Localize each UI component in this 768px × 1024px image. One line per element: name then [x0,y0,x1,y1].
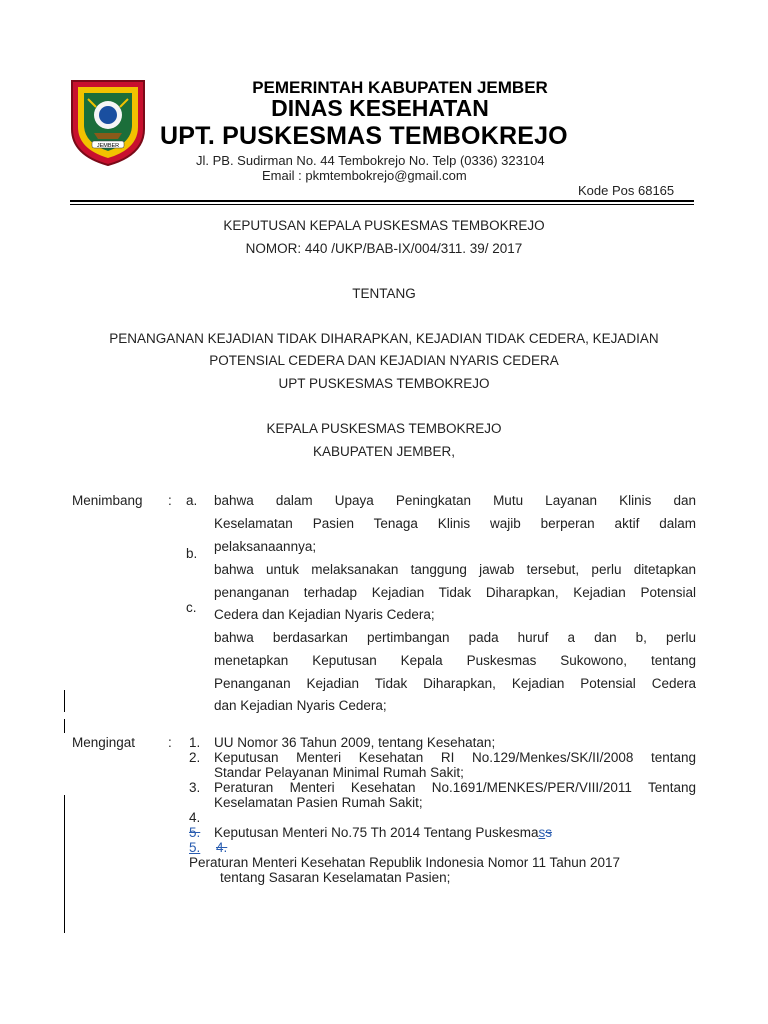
header-address: Jl. PB. Sudirman No. 44 Tembokrejo No. Telp (0336) 323104 [196,153,545,168]
logo-text: JEMBER [96,143,120,149]
revision-bar [64,690,65,712]
mengingat-item-number: 1. [189,735,201,750]
decree-head-line-1: KEPALA PUSKESMAS TEMBOKREJO [266,421,502,436]
mengingat-item-number: 2. [189,750,201,765]
menimbang-label: Menimbang [72,493,143,508]
header-rule-thin [70,204,694,205]
header-government: PEMERINTAH KABUPATEN JEMBER [252,78,548,97]
mengingat-item-5-main: Keputusan Menteri No.75 Th 2014 Tentang Puskesma [214,825,539,840]
mengingat-item-5-text [214,825,552,840]
decree-subject-line-1: PENANGANAN KEJADIAN TIDAK DIHARAPKAN, KEJADIAN TIDAK CEDERA, KEJADIAN [109,331,659,346]
menimbang-marker-a: a. [186,493,198,508]
mengingat-item-number-inserted: 5. [189,840,201,855]
mengingat-item-text: Standar Pelayanan Minimal Rumah Sakit; [214,765,464,780]
decree-number: NOMOR: 440 /UKP/BAB-IX/004/311. 39/ 2017 [245,241,523,256]
mengingat-item-text: Keselamatan Pasien Rumah Sakit; [214,795,423,810]
decree-subject-line-2: POTENSIAL CEDERA DAN KEJADIAN NYARIS CEDERA [209,353,559,368]
decree-title: KEPUTUSAN KEPALA PUSKESMAS TEMBOKREJO [223,218,545,233]
mengingat-last-line-2: tentang Sasaran Keselamatan Pasien; [220,870,451,885]
menimbang-line: dan Kejadian Nyaris Cedera; [214,698,387,713]
decree-about: TENTANG [352,286,416,301]
mengingat-item-number-deleted: 5. [189,825,201,840]
decree-subject-line-3: UPT PUSKESMAS TEMBOKREJO [278,376,490,391]
menimbang-line: Penanganan Kejadian Tidak Diharapkan, Kejadian Potensial Cedera [214,676,696,691]
revision-bar [64,719,65,733]
header-institution: UPT. PUSKESMAS TEMBOKREJO [160,122,568,150]
decree-head-line-2: KABUPATEN JEMBER, [312,444,456,459]
menimbang-marker-c: c. [186,600,197,615]
menimbang-line: Keselamatan Pasien Tenaga Klinis wajib berperan aktif dalam [214,516,696,531]
menimbang-line: penanganan terhadap Kejadian Tidak Diharapkan, Kejadian Potensial [214,585,696,600]
menimbang-line: pelaksanaannya; [214,539,317,554]
menimbang-line: Cedera dan Kejadian Nyaris Cedera; [214,607,435,622]
mengingat-item-number: 4. [189,810,201,825]
revision-bar [64,795,65,933]
mengingat-label: Mengingat [72,735,136,750]
inserted-char: s [538,825,546,840]
header-email: Email : pkmtembokrejo@gmail.com [262,168,467,183]
header-postal-code: Kode Pos 68165 [578,183,675,198]
menimbang-line: bahwa untuk melaksanakan tanggung jawab tersebut, perlu ditetapkan [214,562,696,577]
menimbang-line: bahwa dalam Upaya Peningkatan Mutu Layanan Klinis dan [214,493,696,508]
menimbang-colon: : [168,493,172,508]
header-department: DINAS KESEHATAN [271,95,489,121]
mengingat-item-text: Peraturan Menteri Kesehatan No.1691/MENKES/PER/VIII/2011 Tentang [214,780,696,795]
mengingat-item-text: UU Nomor 36 Tahun 2009, tentang Kesehatan; [214,735,496,750]
mengingat-item-number-deleted: 4. [216,840,228,855]
menimbang-line: bahwa berdasarkan pertimbangan pada huruf a dan b, perlu [214,630,696,645]
deleted-char: s [545,825,552,840]
menimbang-line: menetapkan Keputusan Kepala Puskesmas Sukowono, tentang [214,653,696,668]
mengingat-item-number: 3. [189,780,201,795]
mengingat-last-line-1: Peraturan Menteri Kesehatan Republik Indonesia Nomor 11 Tahun 2017 [189,855,621,870]
header-rule-thick [70,200,694,202]
mengingat-colon: : [168,735,172,750]
mengingat-item-text: Keputusan Menteri Kesehatan RI No.129/Menkes/SK/II/2008 tentang [214,750,696,765]
menimbang-marker-b: b. [186,546,198,561]
